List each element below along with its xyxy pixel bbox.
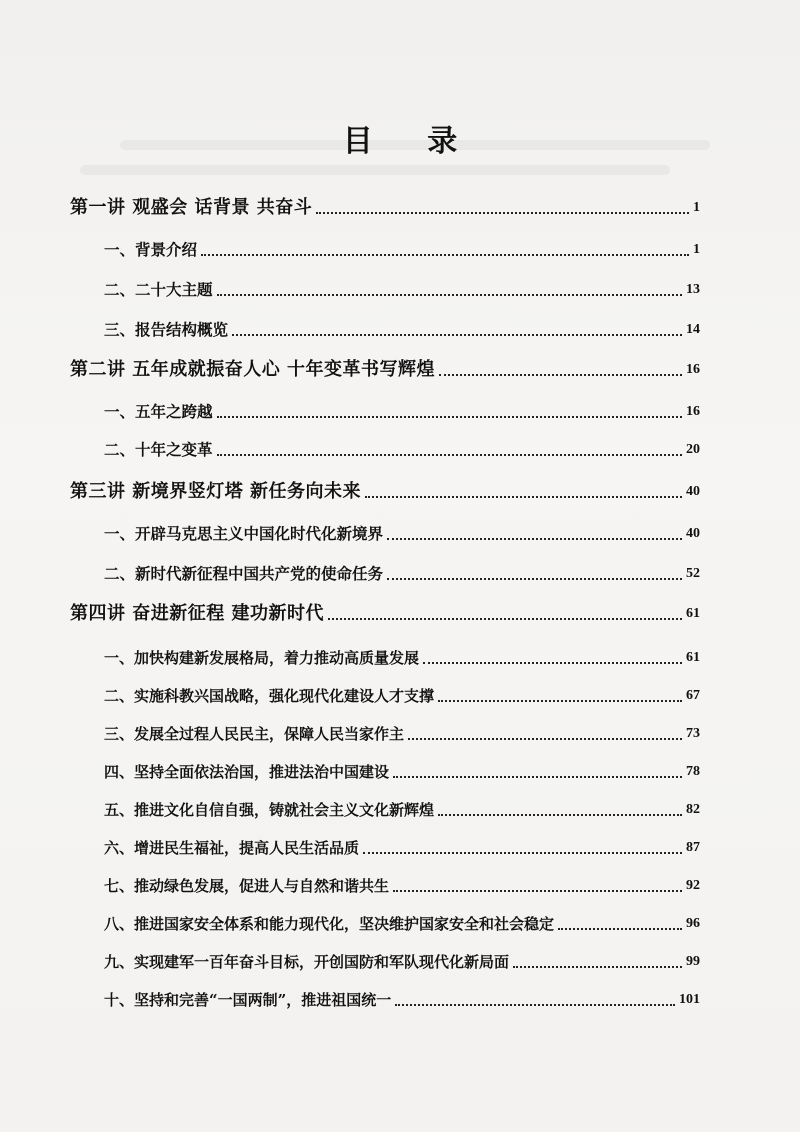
toc-lecture-3[interactable]: [70, 482, 700, 502]
toc-page-number: 13: [686, 282, 700, 297]
toc-section[interactable]: [70, 838, 700, 858]
leader-dots: [232, 334, 682, 336]
leader-dots: [423, 662, 682, 664]
toc-entry-label: 一、五年之跨越: [104, 402, 213, 421]
toc-page-number: 52: [686, 566, 700, 581]
toc-entry-label: 六、增进民生福祉，提高人民生活品质: [104, 839, 360, 857]
toc-page-number: 67: [686, 688, 700, 703]
toc-section[interactable]: [70, 524, 700, 544]
leader-dots: [558, 928, 682, 930]
toc-section[interactable]: [70, 564, 700, 584]
leader-dots: [328, 618, 682, 620]
toc-page-number: 40: [686, 484, 700, 499]
leader-dots: [408, 738, 682, 740]
toc-lecture-2[interactable]: [70, 360, 700, 380]
toc-entry-label: 五、推进文化自信自强，铸就社会主义文化新辉煌: [104, 801, 435, 819]
toc-section[interactable]: [70, 686, 700, 706]
leader-dots: [438, 814, 682, 816]
toc-page-number: 78: [686, 764, 700, 779]
leader-dots: [201, 254, 689, 256]
toc-section[interactable]: [70, 402, 700, 422]
toc-entry-label: 七、推动绿色发展，促进人与自然和谐共生: [104, 877, 390, 895]
leader-dots: [393, 776, 682, 778]
toc-lecture-4[interactable]: [70, 604, 700, 624]
leader-dots: [387, 538, 682, 540]
leader-dots: [217, 294, 682, 296]
toc-section[interactable]: [70, 440, 700, 460]
toc-entry-label: 一、加快构建新发展格局，着力推动高质量发展: [104, 649, 420, 667]
toc-page-number: 82: [686, 802, 700, 817]
leader-dots: [439, 374, 682, 376]
leader-dots: [217, 454, 682, 456]
leader-dots: [316, 212, 689, 214]
toc-entry-label: 二、实施科教兴国战略，强化现代化建设人才支撑: [104, 687, 435, 705]
leader-dots: [363, 852, 682, 854]
toc-page-number: 61: [686, 606, 700, 621]
toc-entry-label: 四、坚持全面依法治国，推进法治中国建设: [104, 763, 390, 781]
toc-entry-label: 二、十年之变革: [104, 440, 213, 459]
toc-entry-label: 第四讲 奋进新征程 建功新时代: [70, 603, 325, 624]
toc-page-number: 61: [686, 650, 700, 665]
toc-entry-label: 八、推进国家安全体系和能力现代化，坚决维护国家安全和社会稳定: [104, 915, 555, 933]
toc-entry-label: 一、背景介绍: [104, 240, 198, 259]
toc-page-number: 14: [686, 322, 700, 337]
toc-entry-label: 二、新时代新征程中国共产党的使命任务: [104, 564, 384, 583]
leader-dots: [395, 1004, 675, 1006]
toc-page-number: 87: [686, 840, 700, 855]
toc-page-number: 99: [686, 954, 700, 969]
leader-dots: [217, 416, 682, 418]
leader-dots: [393, 890, 682, 892]
toc-page-number: 20: [686, 442, 700, 457]
toc-page-number: 101: [679, 992, 700, 1007]
toc-section[interactable]: [70, 990, 700, 1010]
toc-entry-label: 第二讲 五年成就振奋人心 十年变革书写辉煌: [70, 359, 436, 380]
toc-entry-label: 一、开辟马克思主义中国化时代化新境界: [104, 524, 384, 543]
toc-page-number: 96: [686, 916, 700, 931]
toc-entry-label: 三、报告结构概览: [104, 320, 229, 339]
toc-section[interactable]: [70, 648, 700, 668]
toc-entry-label: 第三讲 新境界竖灯塔 新任务向未来: [70, 481, 362, 502]
toc-section[interactable]: [70, 762, 700, 782]
toc-page-number: 16: [686, 404, 700, 419]
show-through-bleed: [80, 165, 670, 175]
leader-dots: [365, 496, 682, 498]
toc-page-number: 40: [686, 526, 700, 541]
toc-page-number: 73: [686, 726, 700, 741]
toc-section[interactable]: [70, 240, 700, 260]
toc-section[interactable]: [70, 724, 700, 744]
toc-entry-label: 二、二十大主题: [104, 280, 213, 299]
toc-page-number: 16: [686, 362, 700, 377]
toc-page-number: 92: [686, 878, 700, 893]
toc-lecture-1[interactable]: [70, 198, 700, 218]
leader-dots: [387, 578, 682, 580]
toc-entry-label: 十、坚持和完善“一国两制”，推进祖国统一: [104, 991, 392, 1009]
toc-entry-label: 第一讲 观盛会 话背景 共奋斗: [70, 197, 313, 218]
toc-section[interactable]: [70, 320, 700, 340]
toc-section[interactable]: [70, 952, 700, 972]
toc-section[interactable]: [70, 800, 700, 820]
toc-section[interactable]: [70, 876, 700, 896]
leader-dots: [513, 966, 682, 968]
toc-entry-label: 三、发展全过程人民民主，保障人民当家作主: [104, 725, 405, 743]
toc-section[interactable]: [70, 914, 700, 934]
toc-entry-label: 九、实现建军一百年奋斗目标，开创国防和军队现代化新局面: [104, 953, 510, 971]
toc-page-number: 1: [693, 200, 700, 215]
toc-section[interactable]: [70, 280, 700, 300]
leader-dots: [438, 700, 682, 702]
toc-page-number: 1: [693, 242, 700, 257]
toc-title: 目 录: [342, 124, 480, 159]
